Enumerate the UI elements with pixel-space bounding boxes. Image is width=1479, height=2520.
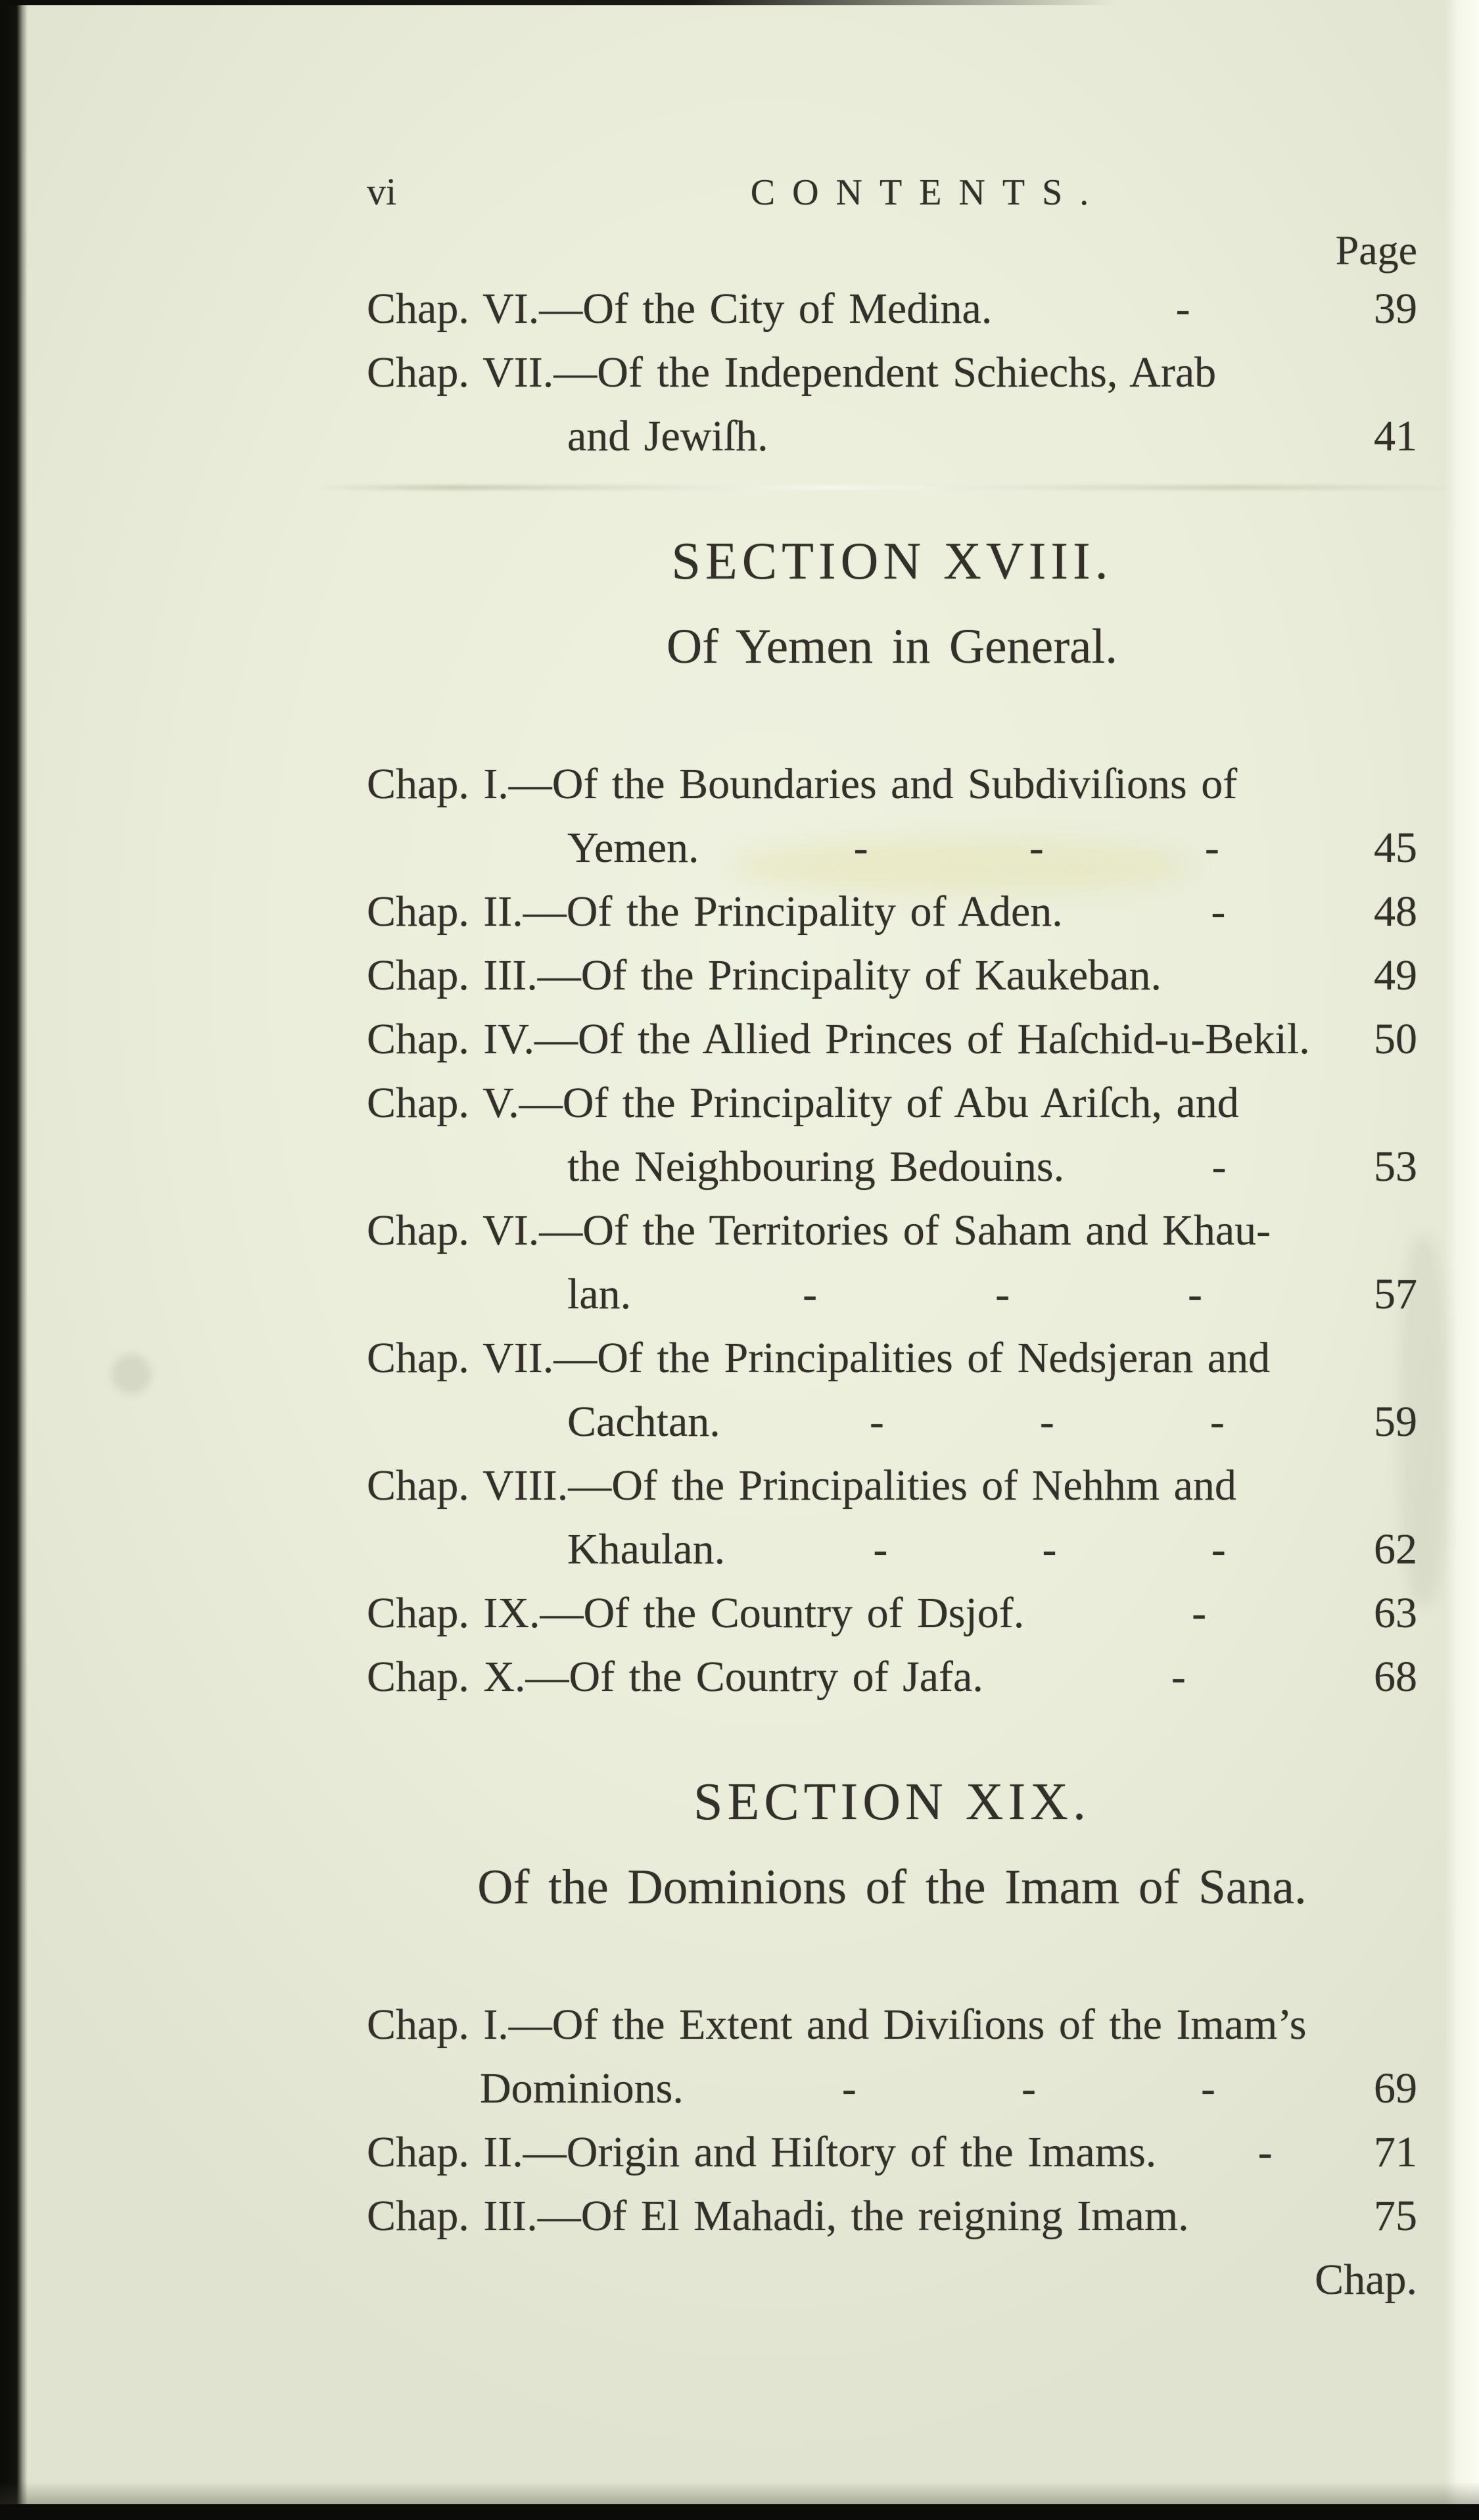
toc-entry: [367, 752, 1417, 880]
toc-line-text: Chap. I.—Of the Boundaries and Subdiviſions of: [367, 760, 1238, 808]
toc-line: [367, 1645, 1417, 1709]
toc-line-text: Chap. III.—Of the Principality of Kaukeban.: [367, 951, 1162, 999]
toc-line-text: Chap. X.—Of the Country of Jafa.: [367, 1653, 983, 1701]
toc-line: [367, 2184, 1417, 2248]
running-header: CONTENTS.: [750, 172, 1106, 213]
folio-number: vi: [367, 170, 397, 213]
toc-sections: [367, 277, 1417, 2248]
toc-dash: -: [841, 2064, 857, 2112]
toc-page-number: 41: [1374, 412, 1417, 460]
text-block: [367, 0, 1417, 2312]
toc-page-number: 45: [1374, 824, 1417, 872]
toc-line-text: Khaulan.: [567, 1525, 726, 1573]
toc-dash: -: [1039, 1398, 1054, 1446]
toc-line-text: the Neighbouring Bedouins.: [567, 1143, 1065, 1191]
toc-dash: -: [1188, 1270, 1202, 1318]
toc-line: [367, 1581, 1417, 1645]
toc-dash: -: [1211, 1525, 1226, 1573]
toc-entry: [367, 1454, 1417, 1581]
toc-entry: [367, 943, 1417, 1007]
toc-line-text: Dominions.: [480, 2064, 684, 2112]
toc-page-number: 75: [1374, 2192, 1417, 2240]
toc-line: [367, 1071, 1417, 1135]
toc-dash: -: [1200, 2064, 1215, 2112]
toc-entry: [367, 1326, 1417, 1454]
toc-dash: -: [873, 1525, 888, 1573]
toc-line: [367, 1993, 1417, 2056]
toc-line-text: Chap. II.—Origin and Hiſtory of the Imams.: [367, 2128, 1157, 2176]
toc-line: [367, 1390, 1417, 1454]
bottom-page-shadow: [0, 2482, 1479, 2504]
right-page-edge: [1445, 0, 1479, 2520]
toc-entry: [367, 2120, 1417, 2184]
section-heading: SECTION XVIII.: [671, 533, 1113, 590]
toc-entry: [367, 1645, 1417, 1709]
toc-line: [367, 1326, 1417, 1390]
toc-dash: -: [1029, 824, 1044, 872]
toc-page-number: 68: [1374, 1653, 1417, 1701]
toc-line: [367, 943, 1417, 1007]
toc-line-text: Chap. VIII.—Of the Principalities of Nehhm and: [367, 1462, 1236, 1510]
toc-page-number: 57: [1373, 1270, 1417, 1318]
catchword: Chap.: [1315, 2256, 1417, 2304]
toc-dash: -: [803, 1270, 818, 1318]
section-subheading: Of the Dominions of the Imam of Sana.: [477, 1860, 1307, 1914]
toc-line-text: Chap. III.—Of El Mahadi, the reigning Imam.: [367, 2192, 1189, 2240]
toc-section: [367, 1767, 1417, 2248]
toc-entry: [367, 1581, 1417, 1645]
toc-line: [367, 341, 1417, 404]
toc-line-text: Chap. II.—Of the Principality of Aden.: [367, 888, 1063, 936]
toc-line: [367, 752, 1417, 816]
toc-page-number: 49: [1374, 951, 1417, 999]
toc-entry: [367, 1993, 1417, 2120]
toc-line-text: Chap. VII.—Of the Principalities of Nedsjeran and: [367, 1334, 1271, 1382]
toc-line: [367, 1135, 1417, 1199]
toc-section: [367, 526, 1417, 1709]
toc-dash: -: [1021, 2064, 1036, 2112]
toc-entry: [367, 1071, 1417, 1199]
page-column-label: Page: [1335, 227, 1417, 273]
toc-page-number: 63: [1373, 1589, 1417, 1637]
toc-line-text: Cachtan.: [567, 1398, 720, 1446]
toc-line: [367, 2056, 1417, 2120]
toc-dash: -: [1171, 1653, 1186, 1701]
toc-line: [367, 1007, 1417, 1071]
toc-page-number: 53: [1374, 1143, 1417, 1191]
toc-dash: -: [869, 1398, 884, 1446]
toc-line-text: and Jewiſh.: [567, 412, 768, 460]
toc-dash: -: [995, 1270, 1010, 1318]
toc-dash: -: [1211, 1143, 1227, 1191]
section-subheading: Of Yemen in General.: [666, 619, 1118, 674]
toc-line: [367, 1517, 1417, 1581]
toc-line-text: lan.: [567, 1270, 632, 1318]
toc-entry: [367, 1199, 1417, 1326]
toc-entry: [367, 2184, 1417, 2248]
toc-line: [367, 1199, 1417, 1262]
toc-dash: -: [1042, 1525, 1057, 1573]
toc-line: [367, 816, 1417, 880]
toc-page-number: 39: [1374, 285, 1417, 333]
page-header: [367, 0, 1417, 214]
paper-stain: [112, 1354, 151, 1394]
toc-dash: -: [1211, 888, 1226, 936]
toc-page-number: 62: [1373, 1525, 1417, 1573]
toc-entry: [367, 341, 1417, 468]
toc-dash: -: [1192, 1589, 1207, 1637]
toc-entry: [367, 1007, 1417, 1071]
toc-entry: [367, 880, 1417, 943]
toc-page-number: 69: [1374, 2064, 1417, 2112]
toc-line-text: Yemen.: [567, 824, 699, 872]
toc-line-text: Chap. IV.—Of the Allied Princes of Haſchid-u-Bekil.: [367, 1015, 1310, 1063]
toc-line-text: Chap. VII.—Of the Independent Schiechs, Arab: [367, 348, 1217, 396]
toc-dash: -: [1209, 1398, 1225, 1446]
bottom-scan-edge: [0, 2504, 1479, 2520]
toc-dash: -: [853, 824, 868, 872]
toc-page-number: 48: [1374, 888, 1417, 936]
toc-dash: -: [1175, 285, 1190, 333]
toc-entries: [367, 1993, 1417, 2248]
toc-section: [367, 277, 1417, 468]
toc-dash: -: [1257, 2128, 1273, 2176]
toc-page-number: 59: [1373, 1398, 1417, 1446]
toc-line: [367, 404, 1417, 468]
toc-line-text: Chap. IX.—Of the Country of Dsjof.: [367, 1589, 1025, 1637]
toc-line-text: Chap. V.—Of the Principality of Abu Ariſch, and: [367, 1079, 1239, 1127]
toc-line-text: Chap. VI.—Of the Territories of Saham and Khau-: [367, 1206, 1271, 1254]
toc-entry: [367, 277, 1417, 341]
toc-line: [367, 1454, 1417, 1517]
toc-entries: [367, 752, 1417, 1709]
section-heading: SECTION XIX.: [693, 1773, 1091, 1831]
toc-page-number: 50: [1374, 1015, 1417, 1063]
toc-page-number: 71: [1373, 2128, 1417, 2176]
toc-entries: [367, 277, 1417, 468]
toc-dash: -: [1204, 824, 1219, 872]
toc-line: [367, 880, 1417, 943]
toc-line: [367, 2120, 1417, 2184]
toc-line: [367, 277, 1417, 341]
toc-line-text: Chap. VI.—Of the City of Medina.: [367, 285, 993, 333]
toc-line: [367, 1262, 1417, 1326]
left-binding-edge: [0, 0, 28, 2520]
toc-line-text: Chap. I.—Of the Extent and Diviſions of the Imam’s: [367, 2001, 1307, 2049]
